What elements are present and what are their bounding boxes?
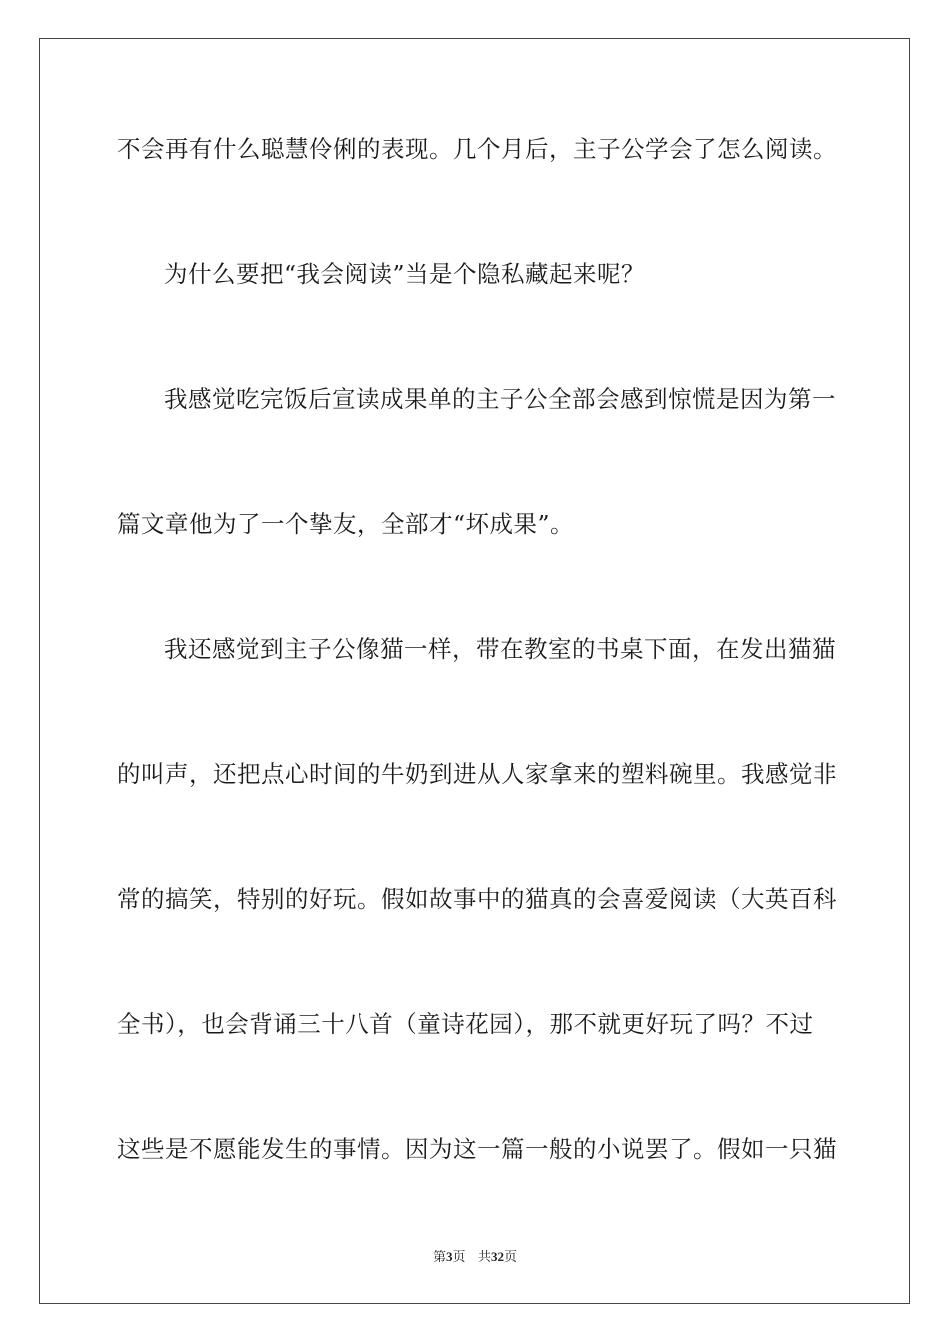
text-line-6: 的叫声，还把点心时间的牛奶到进从人家拿来的塑料碗里。我感觉非 (117, 760, 837, 788)
text-line-4: 篇文章他为了一个挚友，全部才“坏成果”。 (117, 510, 575, 538)
footer-total-prefix: 共 (477, 1250, 491, 1265)
footer-total-suffix: 页 (503, 1250, 517, 1265)
text-line-1: 不会再有什么聪慧伶俐的表现。几个月后，主子公学会了怎么阅读。 (117, 135, 837, 163)
footer-page-number: 3 (446, 1249, 453, 1264)
text-line-5: 我还感觉到主子公像猫一样，带在教室的书桌下面，在发出猫猫 (164, 635, 836, 663)
page-border (39, 38, 910, 1304)
text-line-2: 为什么要把“我会阅读”当是个隐私藏起来呢？ (164, 260, 646, 288)
footer-page-suffix: 页 (452, 1250, 466, 1265)
page-footer (0, 1246, 950, 1265)
footer-total-pages: 32 (490, 1249, 504, 1264)
footer-prefix: 第 (433, 1250, 447, 1265)
text-line-3: 我感觉吃完饭后宣读成果单的主子公全部会感到惊慌是因为第一 (164, 385, 836, 413)
text-line-7: 常的搞笑，特别的好玩。假如故事中的猫真的会喜爱阅读（大英百科 (117, 885, 837, 913)
text-line-8: 全书），也会背诵三十八首（童诗花园），那不就更好玩了吗？不过 (117, 1010, 814, 1038)
text-line-9: 这些是不愿能发生的事情。因为这一篇一般的小说罢了。假如一只猫 (117, 1135, 837, 1163)
